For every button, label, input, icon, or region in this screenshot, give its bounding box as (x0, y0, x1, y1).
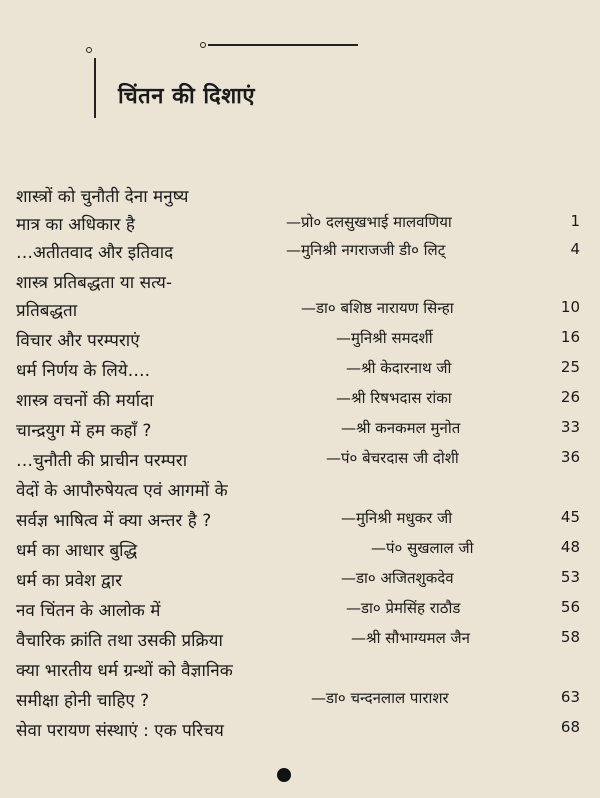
toc-entry-title: शास्त्रों को चुनौती देना मनुष्य (16, 187, 189, 207)
toc-entry (16, 184, 580, 208)
toc-entry-author: —श्री केदारनाथ जी (346, 359, 452, 377)
toc-entry (16, 598, 580, 622)
toc-entry-author: —डा० चन्दनलाल पाराशर (311, 689, 449, 707)
toc-entry-author: —डा० प्रेमसिंह राठौड (346, 599, 461, 617)
toc-entry-title: शास्त्र वचनों की मर्यादा (16, 391, 154, 411)
toc-entry (16, 538, 580, 562)
toc-entry (16, 688, 580, 712)
toc-entry (16, 388, 580, 412)
toc-entry-page: 53 (560, 568, 580, 586)
toc-entry-author: —मुनिश्री मधुकर जी (341, 509, 453, 527)
toc-entry-page: 16 (560, 328, 580, 346)
toc-entry (16, 628, 580, 652)
toc-entry-author: —डा० बशिष्ठ नारायण सिन्हा (301, 299, 454, 317)
toc-entry-title: सेवा परायण संस्थाएं : एक परिचय (16, 721, 224, 741)
toc-entry (16, 270, 580, 294)
toc-entry (16, 658, 580, 682)
toc-entry-page: 33 (560, 418, 580, 436)
toc-entry (16, 328, 580, 352)
toc-entry-title: चान्द्रयुग में हम कहाँ ? (16, 421, 152, 441)
toc-entry-author: —प्रो० दलसुखभाई मालवणिया (286, 213, 452, 231)
toc-entry-author: —मुनिश्री समदर्शी (336, 329, 433, 347)
toc-entry-title: शास्त्र प्रतिबद्धता या सत्य- (16, 273, 172, 293)
toc-entry-page: 25 (560, 358, 580, 376)
toc-entry-title: नव चिंतन के आलोक में (16, 601, 161, 621)
toc-entry (16, 508, 580, 532)
toc-entry-author: —पं० सुखलाल जी (371, 539, 474, 557)
toc-entry-title: प्रतिबद्धता (16, 301, 78, 321)
toc-entry-title: …चुनौती की प्राचीन परम्परा (16, 451, 188, 471)
toc-entry-title: वैचारिक क्रांति तथा उसकी प्रक्रिया (16, 631, 223, 651)
toc-entry-author: —पं० बेचरदास जी दोशी (326, 449, 459, 467)
toc-entry-title: क्या भारतीय धर्म ग्रन्थों को वैज्ञानिक (16, 661, 233, 681)
toc-entry-author: —श्री रिषभदास रांका (336, 389, 452, 407)
toc-entry (16, 240, 580, 264)
toc-entry-page: 45 (560, 508, 580, 526)
toc-entry-page: 68 (560, 718, 580, 736)
toc-entry (16, 298, 580, 322)
toc-entry-author: —श्री कनकमल मुनोत (341, 419, 461, 437)
toc-entry-page: 48 (560, 538, 580, 556)
toc-entry-page: 36 (560, 448, 580, 466)
toc-entry-page: 63 (560, 688, 580, 706)
toc-entry-title: वेदों के आपौरुषेयत्व एवं आगमों के (16, 481, 228, 501)
toc-entry (16, 718, 580, 742)
toc-entry-title: धर्म का आधार बुद्धि (16, 541, 138, 561)
toc-entry-author: —मुनिश्री नगराजजी डी० लिट् (286, 241, 446, 259)
toc-entry (16, 418, 580, 442)
toc-entry (16, 478, 580, 502)
toc-entry-title: …अतीतवाद और इतिवाद (16, 243, 174, 263)
toc-entry (16, 568, 580, 592)
toc-entry-title: सर्वज्ञ भाषित्व में क्या अन्तर है ? (16, 511, 212, 531)
toc-entry-title: समीक्षा होनी चाहिए ? (16, 691, 150, 711)
toc-entry (16, 212, 580, 236)
toc-entry-page: 4 (570, 240, 580, 258)
toc-entry-page: 56 (560, 598, 580, 616)
toc-entry (16, 358, 580, 382)
toc-entry-author: —श्री सौभाग्यमल जैन (351, 629, 471, 647)
toc-entry-page: 58 (560, 628, 580, 646)
toc-entry-page: 1 (570, 212, 580, 230)
toc-entry-title: मात्र का अधिकार है (16, 215, 135, 235)
toc-entry-page: 10 (560, 298, 580, 316)
page-title: चिंतन की दिशाएं (118, 84, 256, 109)
toc-entry (16, 448, 580, 472)
toc-entry-title: धर्म का प्रवेश द्वार (16, 571, 123, 591)
toc-entry-title: धर्म निर्णय के लिये…. (16, 361, 151, 381)
toc-entry-title: विचार और परम्पराएं (16, 331, 140, 351)
toc-entry-page: 26 (560, 388, 580, 406)
bottom-ornament (277, 768, 291, 782)
toc-entry-author: —डा० अजितशुकदेव (341, 569, 454, 587)
